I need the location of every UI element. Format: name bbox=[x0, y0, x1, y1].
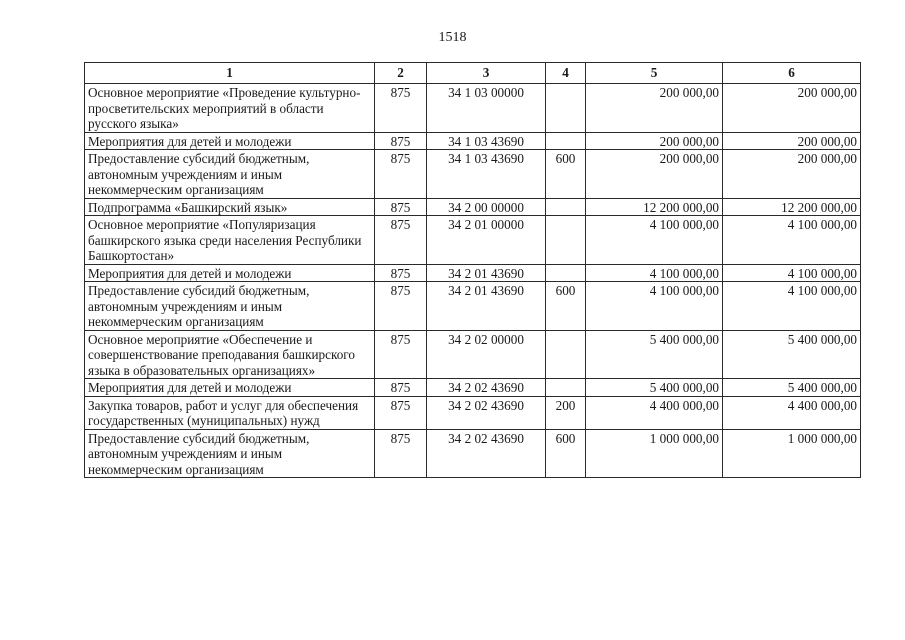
row-name: Предоставление субсидий бюджетным, автономным учреждениям и иным некоммерческим организациям bbox=[85, 429, 375, 478]
row-expense-type bbox=[546, 216, 586, 265]
row-sum-1: 4 100 000,00 bbox=[586, 216, 723, 265]
row-sum-1: 200 000,00 bbox=[586, 132, 723, 150]
row-code: 875 bbox=[375, 132, 427, 150]
row-expense-type bbox=[546, 132, 586, 150]
row-target-article: 34 2 02 00000 bbox=[427, 330, 546, 379]
column-header-3: 3 bbox=[427, 63, 546, 84]
row-sum-1: 1 000 000,00 bbox=[586, 429, 723, 478]
row-expense-type bbox=[546, 330, 586, 379]
row-target-article: 34 1 03 00000 bbox=[427, 84, 546, 133]
row-sum-1: 5 400 000,00 bbox=[586, 379, 723, 397]
row-sum-2: 4 400 000,00 bbox=[723, 396, 861, 429]
row-expense-type bbox=[546, 198, 586, 216]
table-row bbox=[85, 198, 861, 216]
row-expense-type: 600 bbox=[546, 150, 586, 199]
row-sum-2: 4 100 000,00 bbox=[723, 282, 861, 331]
row-target-article: 34 2 01 00000 bbox=[427, 216, 546, 265]
row-name: Мероприятия для детей и молодежи bbox=[85, 132, 375, 150]
table-row bbox=[85, 150, 861, 199]
table-row bbox=[85, 264, 861, 282]
row-target-article: 34 2 00 00000 bbox=[427, 198, 546, 216]
row-name: Предоставление субсидий бюджетным, автономным учреждениям и иным некоммерческим организациям bbox=[85, 150, 375, 199]
row-name: Подпрограмма «Башкирский язык» bbox=[85, 198, 375, 216]
row-sum-1: 4 100 000,00 bbox=[586, 264, 723, 282]
column-header-6: 6 bbox=[723, 63, 861, 84]
row-name: Мероприятия для детей и молодежи bbox=[85, 264, 375, 282]
row-sum-1: 5 400 000,00 bbox=[586, 330, 723, 379]
row-name: Мероприятия для детей и молодежи bbox=[85, 379, 375, 397]
column-header-4: 4 bbox=[546, 63, 586, 84]
column-header-2: 2 bbox=[375, 63, 427, 84]
page-number: 1518 bbox=[438, 30, 467, 45]
row-code: 875 bbox=[375, 150, 427, 199]
table-row bbox=[85, 330, 861, 379]
row-code: 875 bbox=[375, 396, 427, 429]
row-code: 875 bbox=[375, 379, 427, 397]
column-header-5: 5 bbox=[586, 63, 723, 84]
row-sum-2: 4 100 000,00 bbox=[723, 264, 861, 282]
table-row bbox=[85, 84, 861, 133]
table-row bbox=[85, 429, 861, 478]
row-sum-2: 4 100 000,00 bbox=[723, 216, 861, 265]
table-row bbox=[85, 282, 861, 331]
row-sum-2: 200 000,00 bbox=[723, 84, 861, 133]
row-sum-1: 200 000,00 bbox=[586, 84, 723, 133]
row-sum-2: 5 400 000,00 bbox=[723, 379, 861, 397]
row-code: 875 bbox=[375, 429, 427, 478]
table-row bbox=[85, 216, 861, 265]
row-code: 875 bbox=[375, 264, 427, 282]
table-row bbox=[85, 132, 861, 150]
row-target-article: 34 1 03 43690 bbox=[427, 132, 546, 150]
row-name: Основное мероприятие «Обеспечение и совершенствование преподавания башкирского языка в образовательных организациях» bbox=[85, 330, 375, 379]
row-name: Основное мероприятие «Популяризация башкирского языка среди населения Республики Башкортостан» bbox=[85, 216, 375, 265]
budget-table bbox=[84, 62, 861, 478]
row-target-article: 34 2 02 43690 bbox=[427, 429, 546, 478]
row-expense-type: 600 bbox=[546, 429, 586, 478]
column-header-1: 1 bbox=[85, 63, 375, 84]
row-sum-2: 5 400 000,00 bbox=[723, 330, 861, 379]
table-header-row bbox=[85, 63, 861, 84]
row-sum-2: 200 000,00 bbox=[723, 150, 861, 199]
row-expense-type bbox=[546, 379, 586, 397]
row-sum-1: 200 000,00 bbox=[586, 150, 723, 199]
row-code: 875 bbox=[375, 330, 427, 379]
row-target-article: 34 2 01 43690 bbox=[427, 282, 546, 331]
table-row bbox=[85, 396, 861, 429]
row-sum-2: 12 200 000,00 bbox=[723, 198, 861, 216]
row-expense-type bbox=[546, 264, 586, 282]
row-sum-1: 4 400 000,00 bbox=[586, 396, 723, 429]
row-target-article: 34 2 02 43690 bbox=[427, 396, 546, 429]
row-sum-1: 4 100 000,00 bbox=[586, 282, 723, 331]
row-code: 875 bbox=[375, 198, 427, 216]
row-sum-1: 12 200 000,00 bbox=[586, 198, 723, 216]
row-target-article: 34 1 03 43690 bbox=[427, 150, 546, 199]
row-target-article: 34 2 02 43690 bbox=[427, 379, 546, 397]
row-expense-type: 600 bbox=[546, 282, 586, 331]
row-expense-type: 200 bbox=[546, 396, 586, 429]
row-code: 875 bbox=[375, 216, 427, 265]
row-name: Закупка товаров, работ и услуг для обеспечения государственных (муниципальных) нужд bbox=[85, 396, 375, 429]
row-name: Предоставление субсидий бюджетным, автономным учреждениям и иным некоммерческим организациям bbox=[85, 282, 375, 331]
table-row bbox=[85, 379, 861, 397]
row-target-article: 34 2 01 43690 bbox=[427, 264, 546, 282]
row-code: 875 bbox=[375, 84, 427, 133]
row-sum-2: 200 000,00 bbox=[723, 132, 861, 150]
row-sum-2: 1 000 000,00 bbox=[723, 429, 861, 478]
row-name: Основное мероприятие «Проведение культурно-просветительских мероприятий в области русского языка» bbox=[85, 84, 375, 133]
row-code: 875 bbox=[375, 282, 427, 331]
row-expense-type bbox=[546, 84, 586, 133]
